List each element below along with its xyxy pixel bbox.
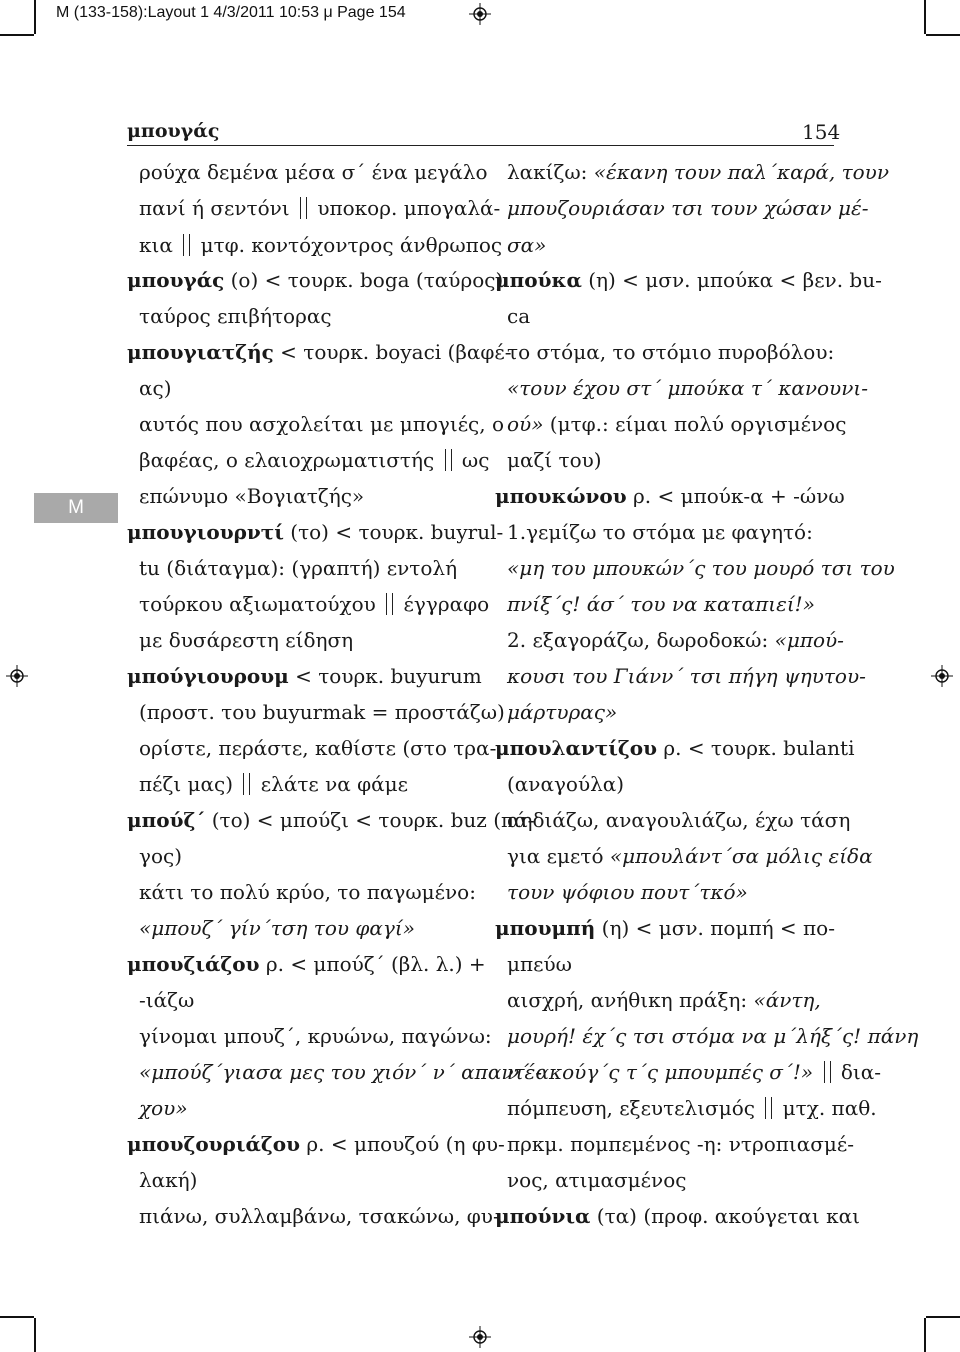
- entry-headword-line: [495, 736, 855, 760]
- entry-text: τούρκου αξιωματούχου: [139, 592, 383, 616]
- entry-text: ρ. < μπούζ΄ (βλ. λ.) +: [259, 952, 486, 976]
- entry-text-line: [507, 808, 851, 832]
- entry-text: tu (διάταγμα): (γραπτή) εντολή: [139, 556, 458, 580]
- entry-text: ορίστε, περάστε, καθίστε (στο τρα-: [139, 736, 497, 760]
- entry-text-line: [507, 376, 868, 400]
- example-quote: «μπούζ΄γιασα μες του χιόν΄ ν΄ απαντέ-: [139, 1060, 543, 1084]
- example-quote: χου»: [139, 1096, 188, 1120]
- entry-text: 1.γεμίζω το στόμα με φαγητό:: [507, 520, 813, 544]
- separator-bar: [765, 1097, 772, 1119]
- entry-text: ως: [455, 448, 490, 472]
- entry-text-line: [507, 412, 847, 436]
- example-quote: ν΄ ακούγ΄ς τ΄ς μπουμπές σ΄!»: [507, 1060, 814, 1084]
- slug-line: M (133-158):Layout 1 4/3/2011 10:53 μ Page 154: [56, 4, 406, 21]
- entry-text-line: [507, 628, 844, 652]
- entry-text: γίνομαι μπουζ΄, κρυώνω, παγώνω:: [139, 1024, 492, 1048]
- entry-text: υποκορ. μπογαλά-: [310, 196, 501, 220]
- entry-text-line: [507, 1132, 855, 1156]
- headword: μπουγιουρντί: [127, 520, 284, 544]
- entry-text: επώνυμο «Βογιατζής»: [139, 484, 365, 508]
- example-quote: σα»: [507, 233, 547, 257]
- entry-text: (το) < μπούζι < τουρκ. buz (πά-: [205, 808, 535, 832]
- entry-text-line: [507, 556, 895, 580]
- entry-text-line: [507, 952, 834, 976]
- entry-text: (το) < τουρκ. buyrul-: [283, 520, 504, 544]
- headword: μπουκώνου: [495, 484, 627, 508]
- entry-text: λακή): [139, 1168, 198, 1192]
- entry-text-line: [507, 988, 834, 1012]
- entry-text: (η) < μσν. μπούκα < βεν. bu-: [581, 268, 882, 292]
- entry-text-line: [507, 448, 834, 472]
- entry-text: βαφέας, ο ελαιοχρωματιστής: [139, 448, 441, 472]
- thumb-index-tab: Μ: [34, 493, 118, 523]
- entry-text: αισχρή, ανήθικη πράξη:: [507, 988, 754, 1012]
- entry-text: 2. εξαγοράζω, δωροδοκώ:: [507, 628, 775, 652]
- entry-headword-line: [495, 916, 834, 940]
- entry-text: (αναγούλα): [507, 772, 625, 796]
- headword: μπουμπή: [495, 916, 596, 940]
- entry-text-line: [507, 880, 834, 904]
- entry-text: (προστ. του buyurmak = προστάζω): [139, 700, 505, 724]
- entry-text: πέζι μας): [139, 772, 240, 796]
- headword: μπούγιουρουμ: [127, 664, 289, 688]
- headword: μπουγιατζής: [127, 340, 274, 364]
- entry-text: γος): [139, 844, 182, 868]
- entry-text: μαζί του): [507, 448, 602, 472]
- entry-text: μπεύω: [507, 952, 572, 976]
- example-quote: «άντη,: [753, 988, 821, 1012]
- page-number: 154: [802, 120, 841, 144]
- entry-text-line: [507, 700, 834, 724]
- entry-text-line: [507, 592, 834, 616]
- entry-text: (ο) < τουρκ. boga (ταύρος): [224, 268, 504, 292]
- entry-text: -ιάζω: [139, 988, 195, 1012]
- entry-text: αηδιάζω, αναγουλιάζω, έχω τάση: [507, 808, 851, 832]
- entry-text-line: [507, 520, 834, 544]
- headword: μπουζιάζου: [127, 952, 260, 976]
- entry-text-line: [507, 233, 834, 257]
- entry-text-line: [507, 772, 834, 796]
- entry-text: < τουρκ. buyurum: [288, 664, 482, 688]
- entry-text: πόμπευση, εξευτελισμός: [507, 1096, 762, 1120]
- entry-text: με δυσάρεστη είδηση: [139, 628, 354, 652]
- headword: μπούνια: [495, 1204, 591, 1228]
- entry-text: μτφ. κοντόχοντρος άνθρωπος: [194, 233, 503, 257]
- entry-text: το στόμα, το στόμιο πυροβόλου:: [507, 340, 835, 364]
- example-quote: «μπού-: [774, 628, 844, 652]
- headword: μπουγάς: [127, 268, 225, 292]
- entry-headword-line: [495, 1204, 860, 1228]
- example-quote: ού»: [507, 412, 544, 436]
- example-quote: «τουν έχου στ΄ μπούκα τ΄ κανουνι-: [507, 376, 868, 400]
- entry-text: κια: [139, 233, 180, 257]
- example-quote: «μη του μπουκών΄ς του μουρό τσι του: [507, 556, 895, 580]
- entry-text-line: [507, 160, 889, 184]
- entry-text: ρ. < μπουζού (η φυ-: [300, 1132, 505, 1156]
- example-quote: κουσι του Γιάνν΄ τσι πήγη ψηυτου-: [507, 664, 866, 688]
- example-quote: «μπουλάντ΄σα μόλις είδα: [609, 844, 873, 868]
- entry-text: μτχ. παθ.: [776, 1096, 877, 1120]
- headword: μπουλαντίζου: [495, 736, 657, 760]
- entry-text-line: [507, 1060, 882, 1084]
- entry-text: (μτφ.: είμαι πολύ οργισμένος: [543, 412, 847, 436]
- entry-text: ρούχα δεμένα μέσα σ΄ ένα μεγάλο: [139, 160, 488, 184]
- entry-text: κάτι το πολύ κρύο, το παγωμένο:: [139, 880, 476, 904]
- entry-text: (τα) (προφ. ακούγεται και: [590, 1204, 860, 1228]
- entry-text: πανί ή σεντόνι: [139, 196, 296, 220]
- entry-text: πιάνω, συλλαμβάνω, τσακώνω, φυ-: [139, 1204, 500, 1228]
- example-quote: μουρή! έχ΄ς τσι στόμα να μ΄λήξ΄ς! πάνη: [507, 1024, 919, 1048]
- entry-text: ας): [139, 376, 172, 400]
- example-quote: «μπουζ΄ γίν΄τση του φαγί»: [139, 916, 415, 940]
- headword: μπουζουριάζου: [127, 1132, 300, 1156]
- entry-text-line: [507, 340, 834, 364]
- example-quote: «έκανη τουν παλ΄καρά, τουν: [593, 160, 889, 184]
- example-quote: πνίξ΄ς! άσ΄ του να καταπιεί!»: [507, 592, 815, 616]
- entry-text: ρ. < τουρκ. bulanti: [656, 736, 855, 760]
- entry-headword-line: [495, 484, 845, 508]
- example-quote: τουν ψόφιου πουτ΄τκό»: [507, 880, 748, 904]
- entry-text: αυτός που ασχολείται με μπογιές, ο: [139, 412, 505, 436]
- entry-text-line: [507, 1168, 834, 1192]
- entry-text: ελάτε να φάμε: [254, 772, 408, 796]
- entry-text-line: [507, 304, 834, 328]
- running-head: μπουγάς: [127, 120, 220, 142]
- entry-text: έγγραφο: [397, 592, 490, 616]
- entry-text-line: [507, 1096, 877, 1120]
- entry-text: λακίζω:: [507, 160, 594, 184]
- entry-text: ρ. < μπούκ-α + -ώνω: [626, 484, 845, 508]
- entry-text: ταύρος επιβήτορας: [139, 304, 332, 328]
- entry-text: [813, 1060, 819, 1084]
- entry-text: για εμετό: [507, 844, 610, 868]
- entry-text-line: [507, 196, 869, 220]
- example-quote: μάρτυρας»: [507, 700, 618, 724]
- headword: μπούζ΄: [127, 808, 206, 832]
- entry-text: (η) < μσν. πομπή < πο-: [595, 916, 835, 940]
- entry-text: πρκμ. πομπεμένος -η: ντροπιασμέ-: [507, 1132, 855, 1156]
- entry-text-line: [507, 1024, 919, 1048]
- headword: μπούκα: [495, 268, 582, 292]
- separator-bar: [824, 1061, 831, 1083]
- entry-text: δια-: [834, 1060, 882, 1084]
- entry-headword-line: [495, 268, 882, 292]
- example-quote: μπουζουριάσαν τσι τουν χώσαν μέ-: [507, 196, 869, 220]
- entry-text-line: [507, 664, 866, 688]
- entry-text: νος, ατιμασμένος: [507, 1168, 687, 1192]
- entry-text: ca: [507, 304, 531, 328]
- entry-text-line: [507, 844, 873, 868]
- entry-text: < τουρκ. boyaci (βαφέ-: [273, 340, 512, 364]
